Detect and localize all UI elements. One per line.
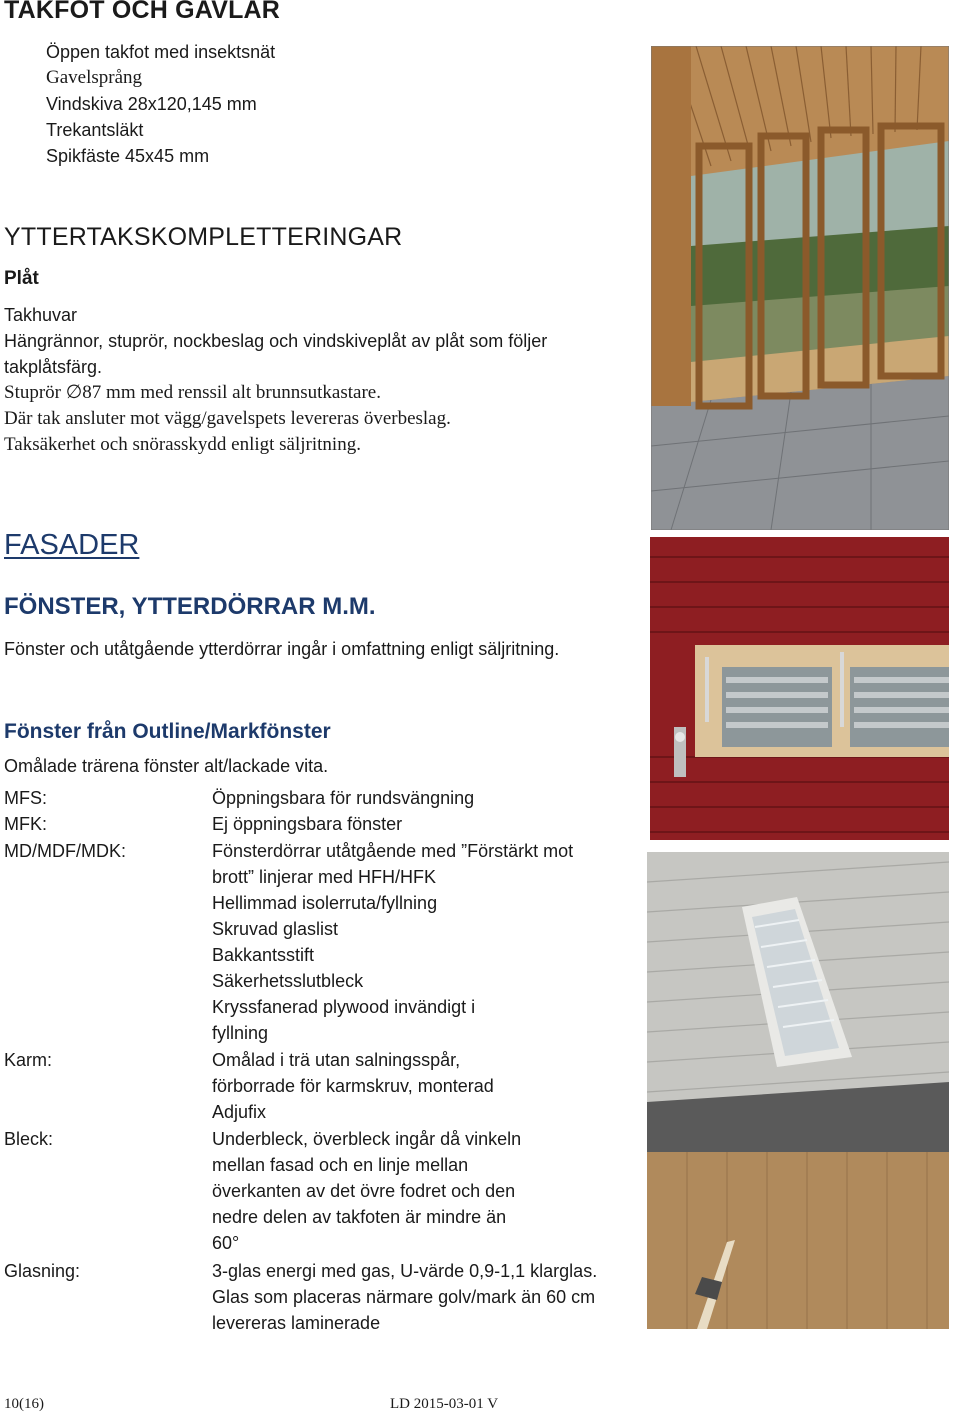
spec-value: Kryssfanerad plywood invändigt i — [212, 997, 476, 1017]
photo-veranda — [651, 46, 949, 530]
photo-red-facade-window — [650, 537, 949, 840]
spec-label-mfk: MFK: — [4, 814, 47, 834]
footer-doc-id: LD 2015-03-01 V — [390, 1396, 499, 1412]
outline-intro: Omålade trärena fönster alt/lackade vita. — [4, 756, 329, 776]
spec-value: Bakkantsstift — [212, 945, 315, 965]
subheading-fonster: FÖNSTER, YTTERDÖRRAR M.M. — [4, 593, 376, 620]
spec-value: överkanten av det övre fodret och den — [212, 1181, 516, 1201]
spec-value: Säkerhetsslutbleck — [212, 971, 364, 991]
spec-label-glasning: Glasning: — [4, 1261, 81, 1281]
spec-value: Glas som placeras närmare golv/mark än 60 cm — [212, 1287, 596, 1307]
takfot-item: Gavelsprång — [46, 67, 143, 88]
spec-value: Ej öppningsbara fönster — [212, 814, 403, 834]
spec-label-karm: Karm: — [4, 1050, 53, 1070]
yttertak-line: takplåtsfärg. — [4, 357, 103, 377]
spec-value: Underbleck, överbleck ingår då vinkeln — [212, 1129, 522, 1149]
spec-value: brott” linjerar med HFH/HFK — [212, 867, 437, 887]
takfot-item: Trekantsläkt — [46, 120, 144, 140]
spec-label-mfs: MFS: — [4, 788, 47, 808]
section-heading-yttertak: YTTERTAKSKOMPLETTERINGAR — [4, 223, 403, 251]
section-heading-takfot: TAKFOT OCH GAVLAR — [4, 0, 281, 24]
subheading-plat: Plåt — [4, 268, 39, 289]
spec-value: 3-glas energi med gas, U-värde 0,9-1,1 klarglas. — [212, 1261, 598, 1281]
takfot-item: Öppen takfot med insektsnät — [46, 42, 276, 62]
yttertak-line: Takhuvar — [4, 305, 78, 325]
yttertak-line: Stuprör ∅87 mm med renssil alt brunnsutkastare. — [4, 382, 381, 403]
yttertak-line: Där tak ansluter mot vägg/gavelspets levereras överbeslag. — [4, 408, 451, 429]
photo-roof-window — [647, 852, 949, 1329]
yttertak-line: Taksäkerhet och snörasskydd enligt säljritning. — [4, 434, 361, 455]
takfot-item: Spikfäste 45x45 mm — [46, 146, 210, 166]
spec-value: Skruvad glaslist — [212, 919, 339, 939]
spec-value: 60° — [212, 1233, 240, 1253]
fasader-intro: Fönster och utåtgående ytterdörrar ingår i omfattning enligt säljritning. — [4, 639, 560, 659]
spec-value: Öppningsbara för rundsvängning — [212, 788, 475, 808]
footer-page-number: 10(16) — [4, 1396, 44, 1412]
spec-value: mellan fasad och en linje mellan — [212, 1155, 469, 1175]
spec-label-bleck: Bleck: — [4, 1129, 54, 1149]
spec-value: förborrade för karmskruv, monterad — [212, 1076, 494, 1096]
subheading-outline: Fönster från Outline/Markfönster — [4, 720, 331, 743]
spec-value: nedre delen av takfoten är mindre än — [212, 1207, 507, 1227]
spec-value: Hellimmad isolerruta/fyllning — [212, 893, 438, 913]
spec-value: levereras laminerade — [212, 1313, 381, 1333]
section-heading-fasader: FASADER — [4, 529, 140, 561]
spec-value: fyllning — [212, 1023, 269, 1043]
takfot-item: Vindskiva 28x120,145 mm — [46, 94, 257, 114]
spec-label-md: MD/MDF/MDK: — [4, 841, 126, 861]
spec-value: Adjufix — [212, 1102, 267, 1122]
yttertak-line: Hängrännor, stuprör, nockbeslag och vindskiveplåt av plåt som följer — [4, 331, 548, 351]
spec-value: Fönsterdörrar utåtgående med ”Förstärkt mot — [212, 841, 574, 861]
spec-value: Omålad i trä utan salningsspår, — [212, 1050, 461, 1070]
